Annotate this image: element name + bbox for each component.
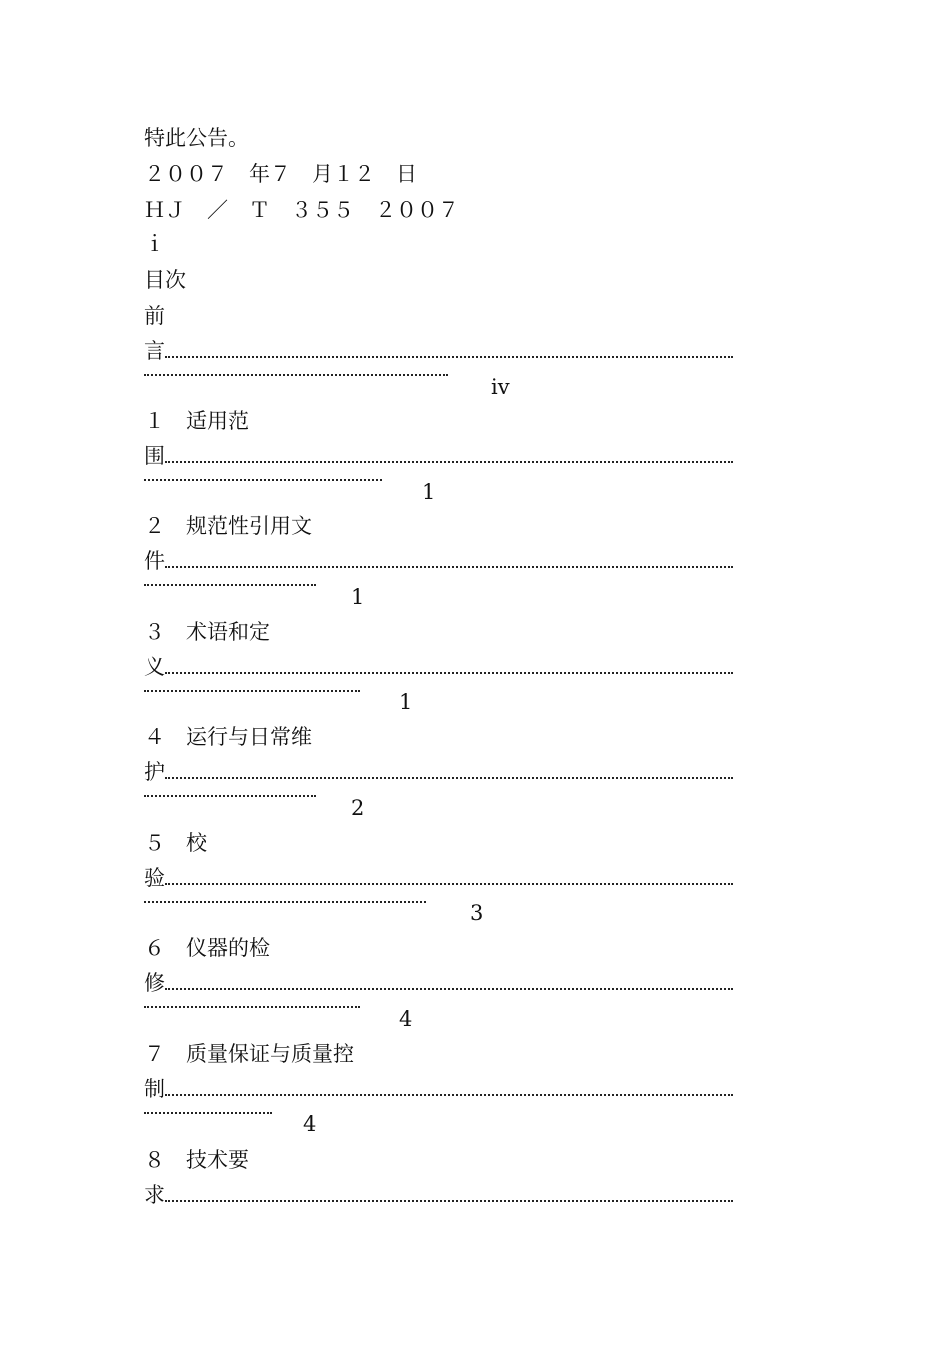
dot-leader-continued [144,556,316,586]
dot-leader-continued [144,451,382,481]
toc-page-normative-references: 1 [351,585,365,609]
dot-leader [165,1181,733,1202]
toc-heading-terms: ３ 术语和定 [144,620,270,644]
toc-page-terms: 1 [399,690,413,714]
dot-leader-continued [144,1084,272,1114]
toc-heading-technical-requirements-end: 求 [144,1183,165,1207]
toc-heading-quality-end: 制 [144,1077,165,1101]
dot-leader-continued [144,346,448,376]
toc-heading-scope: １ 适用范 [144,409,249,433]
toc-heading-foreword-end: 言 [144,339,165,363]
dot-leader-continued [144,873,426,903]
toc-page-foreword: iv [491,375,510,399]
toc-page-quality: 4 [303,1112,317,1136]
toc-heading-maintenance-end: 修 [144,971,165,995]
toc-page-calibration: 3 [470,901,484,925]
toc-heading-calibration-end: 验 [144,866,165,890]
toc-heading-normative-references: ２ 规范性引用文 [144,514,312,538]
toc-title: 目次 [144,268,186,292]
toc-heading-foreword: 前 [144,304,165,328]
dot-leader-continued [144,978,360,1008]
toc-leader-technical-requirements [144,1181,734,1211]
toc-heading-operation: ４ 运行与日常维 [144,725,312,749]
toc-heading-maintenance: ６ 仪器的检 [144,936,270,960]
standard-code: ＨＪ ／ Ｔ ３５５ ２００７ [144,198,459,222]
toc-heading-scope-end: 围 [144,444,165,468]
toc-heading-operation-end: 护 [144,760,165,784]
toc-heading-technical-requirements: ８ 技术要 [144,1148,249,1172]
dot-leader-continued [144,662,360,692]
toc-page-operation: 2 [351,796,365,820]
toc-heading-terms-end: 义 [144,655,165,679]
toc-heading-normative-references-end: 件 [144,549,165,573]
dot-leader-continued [144,767,316,797]
toc-page-scope: 1 [422,480,436,504]
roman-page-number: ｉ [144,232,165,256]
toc-heading-quality: ７ 质量保证与质量控 [144,1042,354,1066]
date-text: ２００７ 年７ 月１２ 日 [144,162,417,186]
toc-heading-calibration: ５ 校 [144,831,207,855]
toc-page-maintenance: 4 [399,1007,413,1031]
notice-text: 特此公告。 [144,126,249,150]
